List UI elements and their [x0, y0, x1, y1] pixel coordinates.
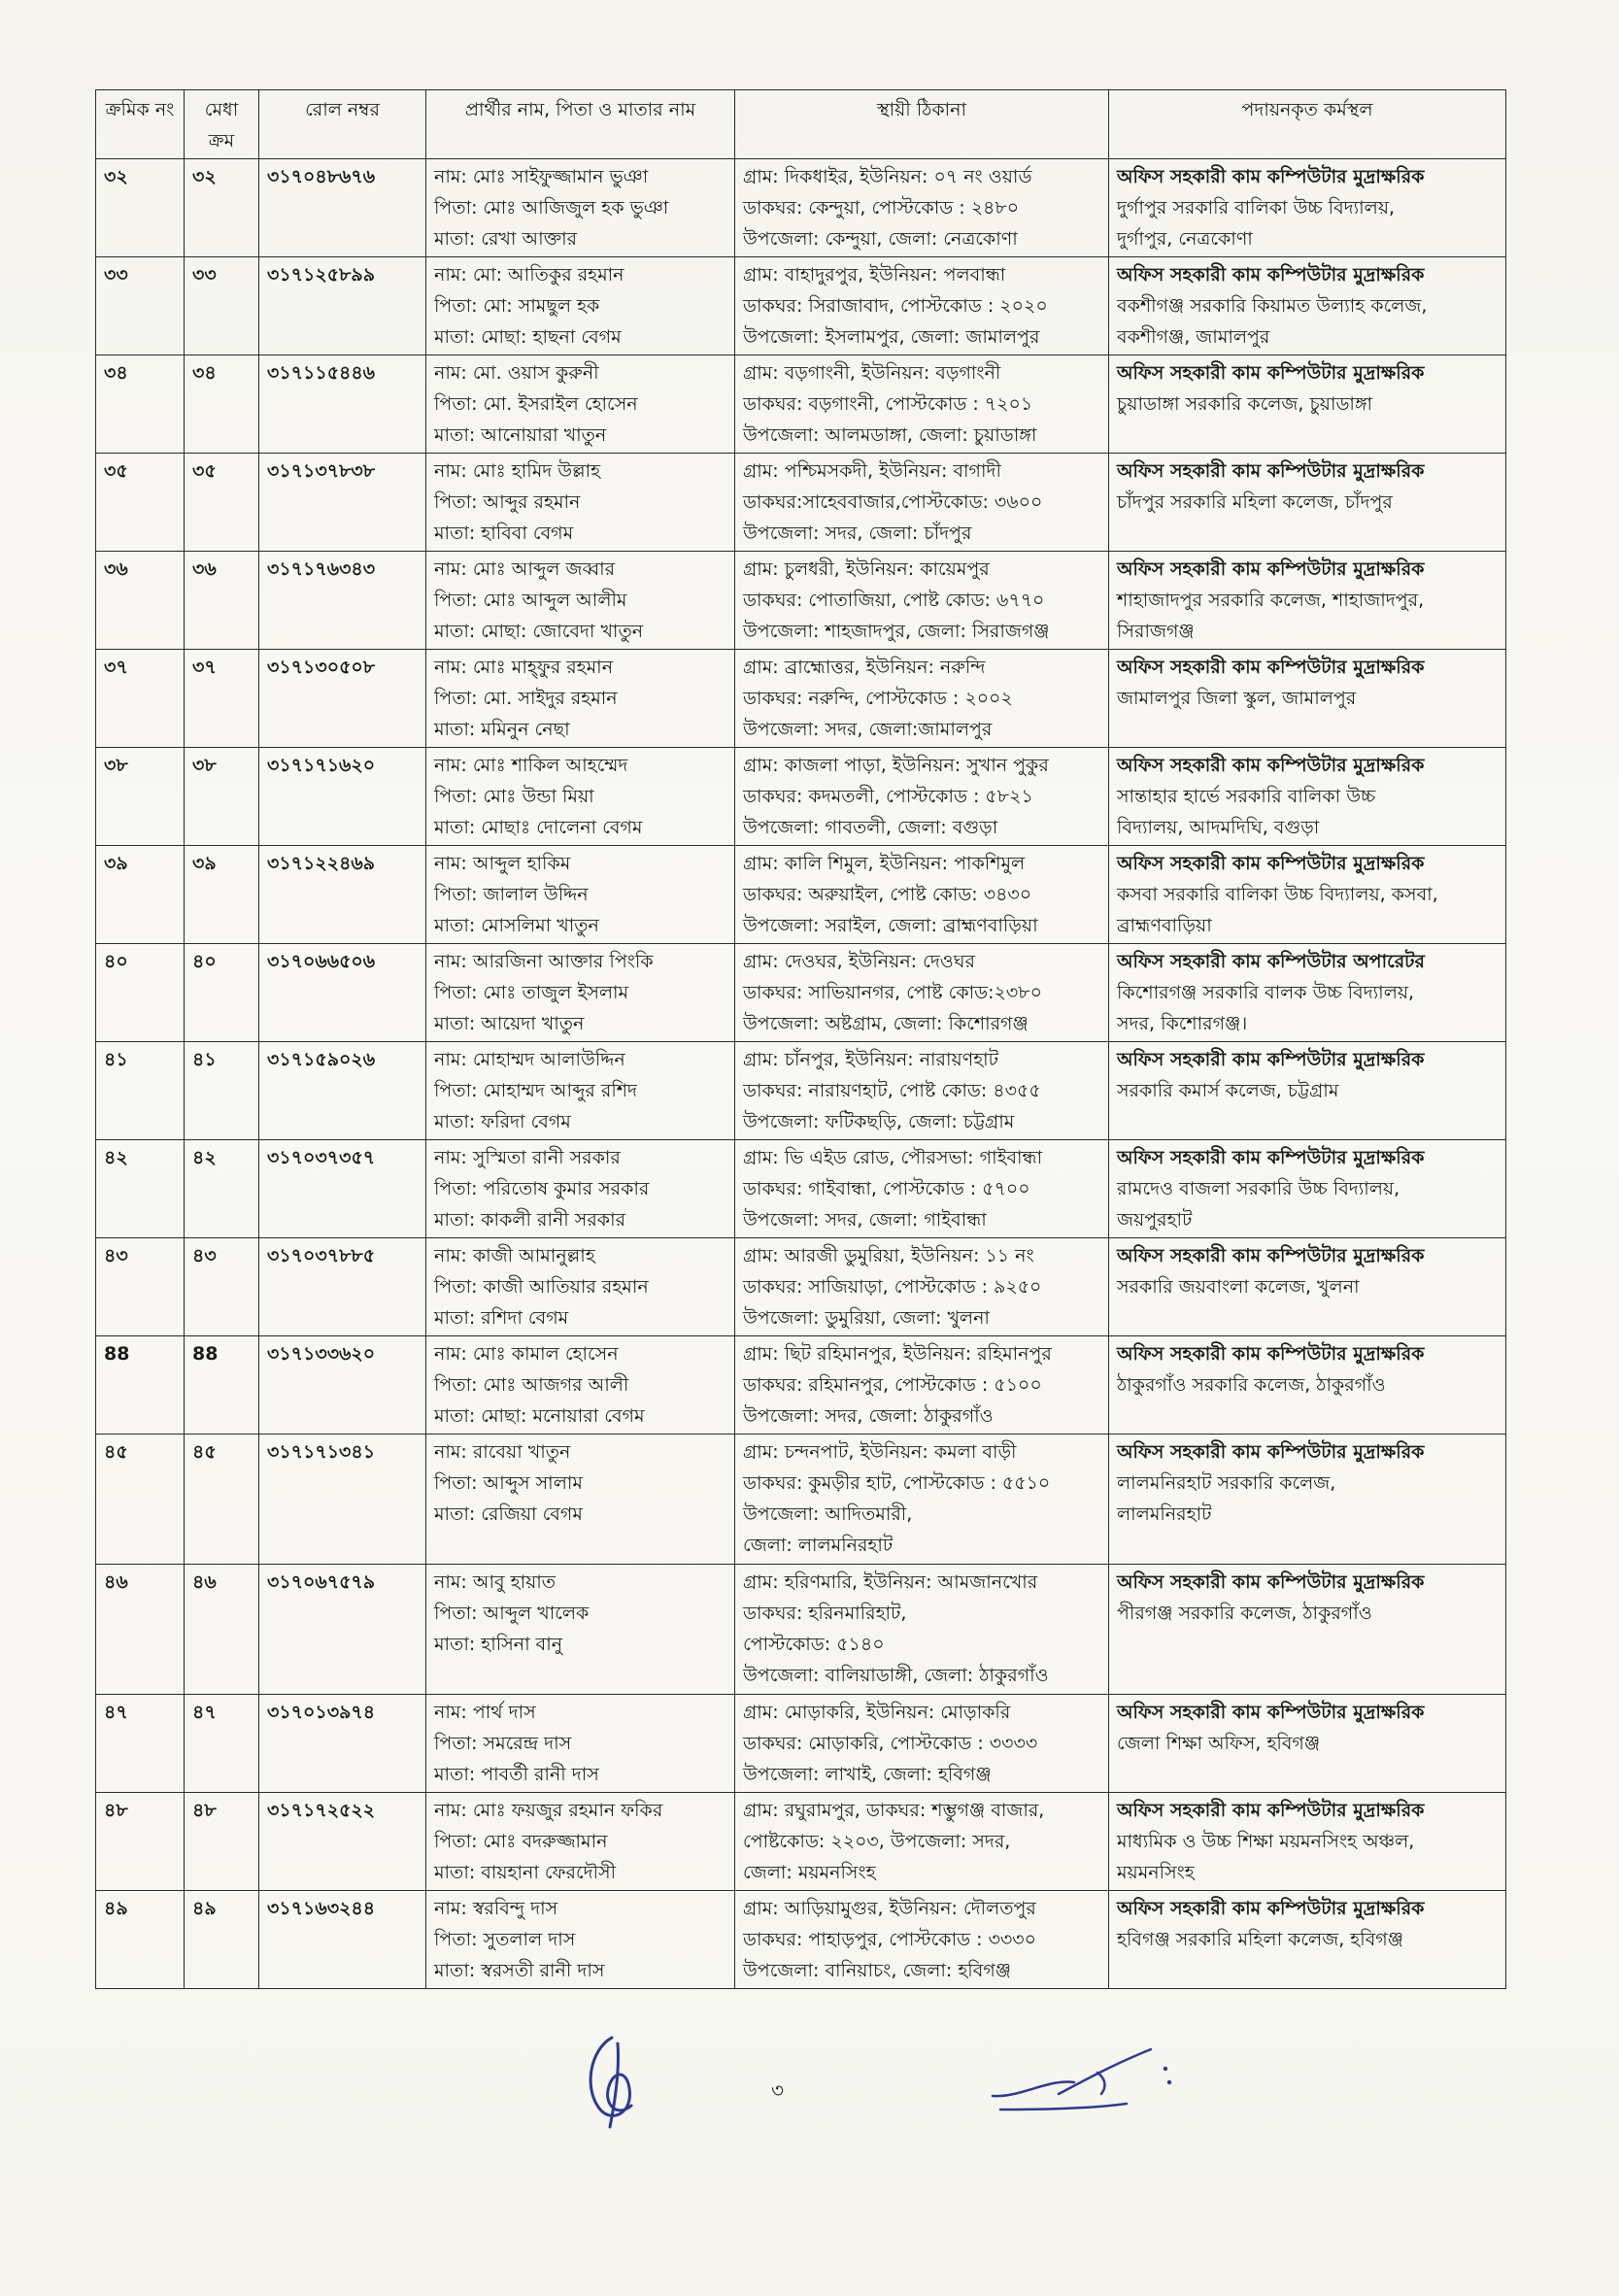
address-line: ডাকঘর: গাইবান্ধা, পোস্টকোড : ৫৭০০ — [743, 1178, 1030, 1199]
address-cell — [735, 846, 1109, 944]
posting-cell — [1109, 1793, 1506, 1891]
post-title: অফিস সহকারী কাম কম্পিউটার মুদ্রাক্ষরিক — [1117, 1702, 1425, 1723]
address-line: উপজেলা: বানিয়াচং, জেলা: হবিগঞ্জ — [743, 1960, 1012, 1981]
address-line: ডাকঘর:সাহেববাজার,পোস্টকোড: ৩৬০০ — [743, 491, 1043, 513]
table-row — [96, 1891, 1506, 1989]
merit-cell: ৪৮ — [185, 1793, 259, 1891]
address-line: উপজেলা: ডুমুরিয়া, জেলা: খুলনা — [743, 1307, 990, 1329]
merit-cell: ৪৭ — [185, 1695, 259, 1793]
address-line: গ্রাম: চন্দনপাট, ইউনিয়ন: কমলা বাড়ী — [743, 1441, 1017, 1463]
table-row — [96, 1336, 1506, 1435]
address-line: উপজেলা: ফটিকছড়ি, জেলা: চট্টগ্রাম — [743, 1111, 1015, 1132]
post-title: অফিস সহকারী কাম কম্পিউটার মুদ্রাক্ষরিক — [1117, 1571, 1425, 1593]
workplace-line: জামালপুর জিলা স্কুল, জামালপুর — [1117, 688, 1357, 709]
workplace-line: দুর্গাপুর সরকারি বালিকা উচ্চ বিদ্যালয়, — [1117, 197, 1396, 219]
candidate-name-cell — [426, 748, 735, 846]
workplace-line: সান্তাহার হার্ভে সরকারি বালিকা উচ্চ — [1117, 786, 1376, 807]
roll-cell: ৩১৭১৭৬৩৪৩ — [259, 552, 426, 650]
workplace-line: রামদেও বাজলা সরকারি উচ্চ বিদ্যালয়, — [1117, 1178, 1400, 1199]
serial-cell: ৩৪ — [96, 355, 185, 454]
candidate-info-line: মাতা: মোছা: মনোয়ারা বেগম — [434, 1405, 645, 1427]
candidate-info-line: পিতা: সুতলাল দাস — [434, 1929, 576, 1950]
address-cell — [735, 1891, 1109, 1989]
candidate-name-cell — [426, 454, 735, 552]
posting-cell — [1109, 454, 1506, 552]
address-line: উপজেলা: আদিতমারী, — [743, 1503, 913, 1525]
post-title: অফিস সহকারী কাম কম্পিউটার মুদ্রাক্ষরিক — [1117, 853, 1425, 874]
posting-cell — [1109, 748, 1506, 846]
candidate-info-line: মাতা: স্বরসতী রানী দাস — [434, 1960, 605, 1981]
posting-cell — [1109, 159, 1506, 257]
workplace-line: বিদ্যালয়, আদমদিঘি, বগুড়া — [1117, 817, 1320, 838]
merit-cell: ৪২ — [185, 1140, 259, 1238]
address-cell — [735, 257, 1109, 355]
merit-cell: ৪৬ — [185, 1565, 259, 1695]
candidate-info-line: মাতা: মোছা: জোবেদা খাতুন — [434, 621, 644, 642]
address-line: গ্রাম: ব্রাহ্মোত্তর, ইউনিয়ন: নরুন্দি — [743, 657, 986, 678]
posting-cell — [1109, 552, 1506, 650]
merit-cell: ৪০ — [185, 944, 259, 1042]
merit-cell: ৩৪ — [185, 355, 259, 454]
posting-cell — [1109, 1238, 1506, 1336]
post-title: অফিস সহকারী কাম কম্পিউটার মুদ্রাক্ষরিক — [1117, 1245, 1425, 1266]
roll-cell: ৩১৭০৩৭৮৮৫ — [259, 1238, 426, 1336]
table-row — [96, 846, 1506, 944]
roll-cell: ৩১৭১৩৭৮৩৮ — [259, 454, 426, 552]
address-cell — [735, 159, 1109, 257]
address-line: গ্রাম: আরজী ডুমুরিয়া, ইউনিয়ন: ১১ নং — [743, 1245, 1034, 1266]
workplace-line: জেলা শিক্ষা অফিস, হবিগঞ্জ — [1117, 1733, 1321, 1754]
candidate-info-line: পিতা: আব্দুর রহমান — [434, 491, 581, 513]
posting-cell — [1109, 257, 1506, 355]
roll-cell: ৩১৭১৭২৫২২ — [259, 1793, 426, 1891]
candidate-info-line: নাম: মোঃ মাহ্ফুর রহমান — [434, 657, 614, 678]
candidate-info-line: নাম: রাবেয়া খাতুন — [434, 1441, 571, 1463]
candidate-info-line: পিতা: মোঃ বদরুজ্জামান — [434, 1831, 608, 1852]
merit-cell: ৪৩ — [185, 1238, 259, 1336]
candidate-info-line: মাতা: কাকলী রানী সরকার — [434, 1209, 626, 1231]
post-title: অফিস সহকারী কাম কম্পিউটার মুদ্রাক্ষরিক — [1117, 1800, 1425, 1821]
roll-cell: ৩১৭০৪৮৬৭৬ — [259, 159, 426, 257]
post-title: অফিস সহকারী কাম কম্পিউটার অপারেটর — [1117, 951, 1425, 972]
merit-cell: ৩৯ — [185, 846, 259, 944]
handwritten-signature — [981, 2040, 1224, 2117]
address-line: ডাকঘর: কুমড়ীর হাট, পোস্টকোড : ৫৫১০ — [743, 1472, 1051, 1494]
address-line: পোস্টকোড: ৫১৪০ — [743, 1634, 885, 1655]
posting-cell — [1109, 1336, 1506, 1435]
post-title: অফিস সহকারী কাম কম্পিউটার মুদ্রাক্ষরিক — [1117, 1147, 1425, 1168]
workplace-line: পীরগঞ্জ সরকারি কলেজ, ঠাকুরগাঁও — [1117, 1603, 1372, 1624]
candidate-name-cell — [426, 1565, 735, 1695]
candidate-name-cell — [426, 1435, 735, 1565]
workplace-line: লালমনিরহাট — [1117, 1503, 1212, 1525]
merit-cell: ৩৬ — [185, 552, 259, 650]
table-row — [96, 1793, 1506, 1891]
header-address: স্থায়ী ঠিকানা — [735, 90, 1109, 159]
roll-cell: ৩১৭১৩০৫০৮ — [259, 650, 426, 748]
table-row — [96, 1695, 1506, 1793]
serial-cell: ৪০ — [96, 944, 185, 1042]
serial-cell: ৩৬ — [96, 552, 185, 650]
workplace-line: বকশীগঞ্জ সরকারি কিয়ামত উল্যাহ কলেজ, — [1117, 295, 1428, 317]
address-line: জেলা: ময়মনসিংহ — [743, 1862, 876, 1883]
address-line: ডাকঘর: পাহাড়পুর, পোস্টকোড : ৩৩৩০ — [743, 1929, 1036, 1950]
candidate-info-line: পিতা: আব্দুস সালাম — [434, 1472, 583, 1494]
posting-cell — [1109, 650, 1506, 748]
candidate-info-line: মাতা: আয়েদা খাতুন — [434, 1013, 585, 1034]
address-line: উপজেলা: সদর, জেলা: চাঁদপুর — [743, 523, 972, 544]
address-line: উপজেলা: আলমডাঙ্গা, জেলা: চুয়াডাঙ্গা — [743, 424, 1037, 446]
address-cell — [735, 1042, 1109, 1140]
address-cell — [735, 748, 1109, 846]
candidate-info-line: মাতা: রশিদা বেগম — [434, 1307, 569, 1329]
candidate-info-line: পিতা: পরিতোষ কুমার সরকার — [434, 1178, 650, 1199]
candidate-info-line: মাতা: মোছা: হাছনা বেগম — [434, 326, 622, 348]
candidate-info-line: পিতা: মোঃ উন্ডা মিয়া — [434, 786, 594, 807]
merit-cell: ৩৭ — [185, 650, 259, 748]
address-line: ডাকঘর: পোতাজিয়া, পোষ্ট কোড: ৬৭৭০ — [743, 590, 1045, 611]
candidate-info-line: নাম: মোঃ সাইফুজ্জামান ভুঞা — [434, 166, 649, 187]
address-cell — [735, 944, 1109, 1042]
candidate-info-line: নাম: মোহাম্মদ আলাউদ্দিন — [434, 1049, 625, 1070]
posting-cell — [1109, 1435, 1506, 1565]
candidate-info-line: মাতা: মোছাঃ দোলেনা বেগম — [434, 817, 643, 838]
address-line: গ্রাম: হরিণমারি, ইউনিয়ন: আমজানখোর — [743, 1571, 1038, 1593]
candidate-info-line: মাতা: মমিনুন নেছা — [434, 719, 570, 740]
roll-cell: ৩১৭১১৫৪৪৬ — [259, 355, 426, 454]
candidate-info-line: পিতা: মো. সাইদুর রহমান — [434, 688, 618, 709]
address-line: গ্রাম: কালি শিমুল, ইউনিয়ন: পাকশিমুল — [743, 853, 1026, 874]
candidate-name-cell — [426, 1336, 735, 1435]
candidate-info-line: নাম: সুস্মিতা রানী সরকার — [434, 1147, 621, 1168]
post-title: অফিস সহকারী কাম কম্পিউটার মুদ্রাক্ষরিক — [1117, 166, 1425, 187]
candidate-info-line: মাতা: রেজিয়া বেগম — [434, 1503, 583, 1525]
table-row — [96, 1140, 1506, 1238]
table-row — [96, 1435, 1506, 1565]
address-line: উপজেলা: লাখাই, জেলা: হবিগঞ্জ — [743, 1764, 992, 1785]
candidate-info-line: পিতা: মোঃ আব্দুল আলীম — [434, 590, 627, 611]
merit-cell: ৩৩ — [185, 257, 259, 355]
serial-cell: 88 — [96, 1336, 185, 1435]
address-cell — [735, 1238, 1109, 1336]
table-row — [96, 944, 1506, 1042]
address-cell — [735, 1793, 1109, 1891]
candidate-info-line: নাম: স্বরবিন্দু দাস — [434, 1898, 558, 1919]
post-title: অফিস সহকারী কাম কম্পিউটার মুদ্রাক্ষরিক — [1117, 460, 1425, 482]
workplace-line: দুর্গাপুর, নেত্রকোণা — [1117, 228, 1253, 250]
address-line: উপজেলা: কেন্দুয়া, জেলা: নেত্রকোণা — [743, 228, 1018, 250]
address-line: গ্রাম: দেওঘর, ইউনিয়ন: দেওঘর — [743, 951, 975, 972]
post-title: অফিস সহকারী কাম কম্পিউটার মুদ্রাক্ষরিক — [1117, 1049, 1425, 1070]
candidate-info-line: নাম: মোঃ হামিদ উল্লাহ — [434, 460, 601, 482]
address-line: ডাকঘর: সাভিয়ানগর, পোষ্ট কোড:২৩৮০ — [743, 982, 1042, 1003]
candidate-info-line: নাম: পার্থ দাস — [434, 1702, 536, 1723]
serial-cell: ৩৫ — [96, 454, 185, 552]
merit-cell: ৩২ — [185, 159, 259, 257]
address-line: উপজেলা: সদর, জেলা: গাইবান্ধা — [743, 1209, 987, 1231]
serial-cell: ৩৯ — [96, 846, 185, 944]
candidate-info-line: মাতা: রেখা আক্তার — [434, 228, 578, 250]
workplace-line: বকশীগঞ্জ, জামালপুর — [1117, 326, 1270, 348]
address-line: গ্রাম: পশ্চিমসকদী, ইউনিয়ন: বাগাদী — [743, 460, 1001, 482]
roll-cell: ৩১৭১৩৩৬২০ — [259, 1336, 426, 1435]
serial-cell: ৩২ — [96, 159, 185, 257]
post-title: অফিস সহকারী কাম কম্পিউটার মুদ্রাক্ষরিক — [1117, 1441, 1425, 1463]
table-row — [96, 1042, 1506, 1140]
candidate-name-cell — [426, 1238, 735, 1336]
address-line: পোষ্টকোড: ২২০৩, উপজেলা: সদর, — [743, 1831, 1011, 1852]
candidate-name-cell — [426, 944, 735, 1042]
candidate-info-line: মাতা: পাবর্তী রানী দাস — [434, 1764, 599, 1785]
workplace-line: চাঁদপুর সরকারি মহিলা কলেজ, চাঁদপুর — [1117, 491, 1393, 513]
handwritten-initial-signature — [573, 2030, 651, 2137]
address-line: উপজেলা: সদর, জেলা:জামালপুর — [743, 719, 993, 740]
candidate-info-line: নাম: কাজী আমানুল্লাহ — [434, 1245, 595, 1266]
workplace-line: সদর, কিশোরগঞ্জ। — [1117, 1013, 1248, 1034]
roll-cell: ৩১৭১৭১৩৪১ — [259, 1435, 426, 1565]
address-line: গ্রাম: কাজলা পাড়া, ইউনিয়ন: সুখান পুকুর — [743, 755, 1049, 776]
address-cell — [735, 552, 1109, 650]
candidate-info-line: মাতা: হাবিবা বেগম — [434, 523, 574, 544]
candidate-info-line: মাতা: ফরিদা বেগম — [434, 1111, 571, 1132]
roll-cell: ৩১৭১২২৪৬৯ — [259, 846, 426, 944]
address-line: উপজেলা: গাবতলী, জেলা: বগুড়া — [743, 817, 998, 838]
posting-cell — [1109, 1891, 1506, 1989]
address-line: ডাকঘর: সাজিয়াড়া, পোস্টকোড : ৯২৫০ — [743, 1276, 1042, 1298]
serial-cell: ৪২ — [96, 1140, 185, 1238]
workplace-line: মাধ্যমিক ও উচ্চ শিক্ষা ময়মনসিংহ অঞ্চল, — [1117, 1831, 1415, 1852]
posting-cell — [1109, 1042, 1506, 1140]
address-line: উপজেলা: শাহজাদপুর, জেলা: সিরাজগঞ্জ — [743, 621, 1050, 642]
post-title: অফিস সহকারী কাম কম্পিউটার মুদ্রাক্ষরিক — [1117, 755, 1425, 776]
candidate-info-line: নাম: মোঃ শাকিল আহম্মেদ — [434, 755, 628, 776]
candidate-info-line: পিতা: মোঃ আজগর আলী — [434, 1374, 629, 1396]
address-line: উপজেলা: সদর, জেলা: ঠাকুরগাঁও — [743, 1405, 994, 1427]
workplace-line: চুয়াডাঙ্গা সরকারি কলেজ, চুয়াডাঙ্গা — [1117, 393, 1373, 415]
page-number: ৩ — [771, 2078, 785, 2102]
address-cell — [735, 1336, 1109, 1435]
header-roll: রোল নম্বর — [259, 90, 426, 159]
address-line: উপজেলা: সরাইল, জেলা: ব্রাহ্মণবাড়িয়া — [743, 915, 1038, 936]
candidate-info-line: পিতা: মোহাম্মদ আব্দুর রশিদ — [434, 1080, 638, 1101]
address-line: ডাকঘর: সিরাজাবাদ, পোস্টকোড : ২০২০ — [743, 295, 1048, 317]
serial-cell: ৪১ — [96, 1042, 185, 1140]
address-cell — [735, 650, 1109, 748]
roll-cell: ৩১৭১২৫৮৯৯ — [259, 257, 426, 355]
workplace-line: জয়পুরহাট — [1117, 1209, 1193, 1231]
candidate-name-cell — [426, 355, 735, 454]
merit-cell: ৩৮ — [185, 748, 259, 846]
address-cell — [735, 1140, 1109, 1238]
candidate-name-cell — [426, 650, 735, 748]
address-line: গ্রাম: রঘুরামপুর, ডাকঘর: শম্ভুগঞ্জ বাজার, — [743, 1800, 1045, 1821]
address-cell — [735, 1565, 1109, 1695]
posting-cell — [1109, 1565, 1506, 1695]
address-line: গ্রাম: ছিট রহিমানপুর, ইউনিয়ন: রহিমানপুর — [743, 1343, 1052, 1365]
candidate-table — [95, 89, 1506, 1989]
roll-cell: ৩১৭০৬৬৫০৬ — [259, 944, 426, 1042]
address-cell — [735, 454, 1109, 552]
merit-cell: ৩৫ — [185, 454, 259, 552]
address-line: গ্রাম: বাহাদুরপুর, ইউনিয়ন: পলবান্ধা — [743, 264, 1006, 286]
workplace-line: লালমনিরহাট সরকারি কলেজ, — [1117, 1472, 1336, 1494]
serial-cell: ৩৮ — [96, 748, 185, 846]
candidate-info-line: মাতা: আনোয়ারা খাতুন — [434, 424, 607, 446]
serial-cell: ৩৩ — [96, 257, 185, 355]
table-header-row — [96, 90, 1506, 159]
post-title: অফিস সহকারী কাম কম্পিউটার মুদ্রাক্ষরিক — [1117, 657, 1425, 678]
posting-cell — [1109, 1695, 1506, 1793]
serial-cell: ৪৮ — [96, 1793, 185, 1891]
address-line: গ্রাম: বড়গাংনী, ইউনিয়ন: বড়গাংনী — [743, 362, 1001, 384]
candidate-name-cell — [426, 1793, 735, 1891]
table-row — [96, 1238, 1506, 1336]
post-title: অফিস সহকারী কাম কম্পিউটার মুদ্রাক্ষরিক — [1117, 1898, 1425, 1919]
candidate-info-line: মাতা: মোসলিমা খাতুন — [434, 915, 599, 936]
roll-cell: ৩১৭০১৩৯৭৪ — [259, 1695, 426, 1793]
merit-cell: ৪১ — [185, 1042, 259, 1140]
posting-cell — [1109, 355, 1506, 454]
address-cell — [735, 1695, 1109, 1793]
address-cell — [735, 1435, 1109, 1565]
candidate-info-line: পিতা: মোঃ তাজুল ইসলাম — [434, 982, 629, 1003]
roll-cell: ৩১৭০৩৭৩৫৭ — [259, 1140, 426, 1238]
workplace-line: ব্রাহ্মণবাড়িয়া — [1117, 915, 1212, 936]
candidate-name-cell — [426, 1140, 735, 1238]
candidate-name-cell — [426, 1891, 735, 1989]
candidate-info-line: মাতা: বায়হানা ফেরদৌসী — [434, 1862, 617, 1883]
address-line: ডাকঘর: কেন্দুয়া, পোস্টকোড : ২৪৮০ — [743, 197, 1020, 219]
table-row — [96, 748, 1506, 846]
table-row — [96, 552, 1506, 650]
workplace-line: ঠাকুরগাঁও সরকারি কলেজ, ঠাকুরগাঁও — [1117, 1374, 1386, 1396]
candidate-info-line: নাম: আরজিনা আক্তার পিংকি — [434, 951, 654, 972]
address-line: উপজেলা: ইসলামপুর, জেলা: জামালপুর — [743, 326, 1040, 348]
workplace-line: কসবা সরকারি বালিকা উচ্চ বিদ্যালয়, কসবা, — [1117, 884, 1438, 905]
post-title: অফিস সহকারী কাম কম্পিউটার মুদ্রাক্ষরিক — [1117, 558, 1425, 580]
candidate-name-cell — [426, 159, 735, 257]
address-line: গ্রাম: দিকধাইর, ইউনিয়ন: ০৭ নং ওয়ার্ড — [743, 166, 1032, 187]
candidate-info-line: নাম: মো: আতিকুর রহমান — [434, 264, 624, 286]
address-line: ডাকঘর: নারায়ণহাট, পোষ্ট কোড: ৪৩৫৫ — [743, 1080, 1041, 1101]
header-name: প্রার্থীর নাম, পিতা ও মাতার নাম — [426, 90, 735, 159]
candidate-info-line: নাম: মোঃ কামাল হোসেন — [434, 1343, 619, 1365]
table-body — [96, 159, 1506, 1989]
address-line: উপজেলা: অষ্টগ্রাম, জেলা: কিশোরগঞ্জ — [743, 1013, 1029, 1034]
serial-cell: ৪৫ — [96, 1435, 185, 1565]
candidate-name-cell — [426, 1042, 735, 1140]
candidate-name-cell — [426, 846, 735, 944]
merit-cell: 88 — [185, 1336, 259, 1435]
serial-cell: ৪৩ — [96, 1238, 185, 1336]
candidate-name-cell — [426, 1695, 735, 1793]
candidate-info-line: পিতা: মো. ইসরাইল হোসেন — [434, 393, 638, 415]
roll-cell: ৩১৭১৬৩২৪৪ — [259, 1891, 426, 1989]
serial-cell: ৪৯ — [96, 1891, 185, 1989]
workplace-line: কিশোরগঞ্জ সরকারি বালক উচ্চ বিদ্যালয়, — [1117, 982, 1415, 1003]
post-title: অফিস সহকারী কাম কম্পিউটার মুদ্রাক্ষরিক — [1117, 362, 1425, 384]
address-line: ডাকঘর: বড়গাংনী, পোস্টকোড : ৭২০১ — [743, 393, 1033, 415]
address-line: ডাকঘর: কদমতলী, পোস্টকোড : ৫৮২১ — [743, 786, 1033, 807]
candidate-name-cell — [426, 552, 735, 650]
serial-cell: ৩৭ — [96, 650, 185, 748]
serial-cell: ৪৬ — [96, 1565, 185, 1695]
candidate-info-line: পিতা: মোঃ আজিজুল হক ভুঞা — [434, 197, 669, 219]
candidate-info-line: নাম: আবু হায়াত — [434, 1571, 557, 1593]
merit-cell: ৪৯ — [185, 1891, 259, 1989]
address-line: গ্রাম: চাঁনপুর, ইউনিয়ন: নারায়ণহাট — [743, 1049, 999, 1070]
candidate-info-line: মাতা: হাসিনা বানু — [434, 1634, 563, 1655]
header-serial: ক্রমিক নং — [96, 90, 185, 159]
candidate-info-line: পিতা: মো: সামছুল হক — [434, 295, 600, 317]
address-line: ডাকঘর: অরুয়াইল, পোষ্ট কোড: ৩৪৩০ — [743, 884, 1032, 905]
workplace-line: সরকারি কমার্স কলেজ, চট্টগ্রাম — [1117, 1080, 1339, 1101]
address-cell — [735, 355, 1109, 454]
table-row — [96, 1565, 1506, 1695]
workplace-line: শাহাজাদপুর সরকারি কলেজ, শাহাজাদপুর, — [1117, 590, 1425, 611]
header-merit: মেধা ক্রম — [185, 90, 259, 159]
workplace-line: সিরাজগঞ্জ — [1117, 621, 1195, 642]
roll-cell: ৩১৭০৬৭৫৭৯ — [259, 1565, 426, 1695]
address-line: ডাকঘর: হরিনমারিহাট, — [743, 1603, 907, 1624]
address-line: ডাকঘর: মোড়াকরি, পোস্টকোড : ৩৩৩৩ — [743, 1733, 1038, 1754]
table-row — [96, 454, 1506, 552]
candidate-info-line: নাম: মো. ওয়াস কুরুনী — [434, 362, 599, 384]
address-line: গ্রাম: আড়িয়ামুগুর, ইউনিয়ন: দৌলতপুর — [743, 1898, 1036, 1919]
address-line: গ্রাম: মোড়াকরি, ইউনিয়ন: মোড়াকরি — [743, 1702, 1011, 1723]
table-row — [96, 257, 1506, 355]
table-row — [96, 159, 1506, 257]
address-line: উপজেলা: বালিয়াডাঙ্গী, জেলা: ঠাকুরগাঁও — [743, 1665, 1049, 1686]
roll-cell: ৩১৭১৫৯০২৬ — [259, 1042, 426, 1140]
address-line: গ্রাম: ভি এইড রোড, পৌরসভা: গাইবান্ধা — [743, 1147, 1043, 1168]
candidate-info-line: নাম: মোঃ আব্দুল জব্বার — [434, 558, 616, 580]
candidate-name-cell — [426, 257, 735, 355]
merit-cell: ৪৫ — [185, 1435, 259, 1565]
table-row — [96, 650, 1506, 748]
workplace-line: সরকারি জয়বাংলা কলেজ, খুলনা — [1117, 1276, 1360, 1298]
post-title: অফিস সহকারী কাম কম্পিউটার মুদ্রাক্ষরিক — [1117, 264, 1425, 286]
workplace-line: ময়মনসিংহ — [1117, 1862, 1195, 1883]
address-line: গ্রাম: চুলধরী, ইউনিয়ন: কায়েমপুর — [743, 558, 990, 580]
posting-cell — [1109, 1140, 1506, 1238]
posting-cell — [1109, 944, 1506, 1042]
table-row — [96, 355, 1506, 454]
posting-cell — [1109, 846, 1506, 944]
serial-cell: ৪৭ — [96, 1695, 185, 1793]
header-posting: পদায়নকৃত কর্মস্থল — [1109, 90, 1506, 159]
address-line: ডাকঘর: নরুন্দি, পোস্টকোড : ২০০২ — [743, 688, 1013, 709]
roll-cell: ৩১৭১৭১৬২০ — [259, 748, 426, 846]
candidate-info-line: পিতা: আব্দুল খালেক — [434, 1603, 590, 1624]
candidate-info-line: পিতা: জালাল উদ্দিন — [434, 884, 589, 905]
workplace-line: হবিগঞ্জ সরকারি মহিলা কলেজ, হবিগঞ্জ — [1117, 1929, 1403, 1950]
candidate-info-line: পিতা: কাজী আতিয়ার রহমান — [434, 1276, 649, 1298]
address-line: জেলা: লালমনিরহাট — [743, 1535, 894, 1556]
post-title: অফিস সহকারী কাম কম্পিউটার মুদ্রাক্ষরিক — [1117, 1343, 1425, 1365]
address-line: ডাকঘর: রহিমানপুর, পোস্টকোড : ৫১০০ — [743, 1374, 1042, 1396]
candidate-info-line: পিতা: সমরেন্দ্র দাস — [434, 1733, 572, 1754]
candidate-info-line: নাম: মোঃ ফয়জুর রহমান ফকির — [434, 1800, 663, 1821]
candidate-info-line: নাম: আব্দুল হাকিম — [434, 853, 571, 874]
